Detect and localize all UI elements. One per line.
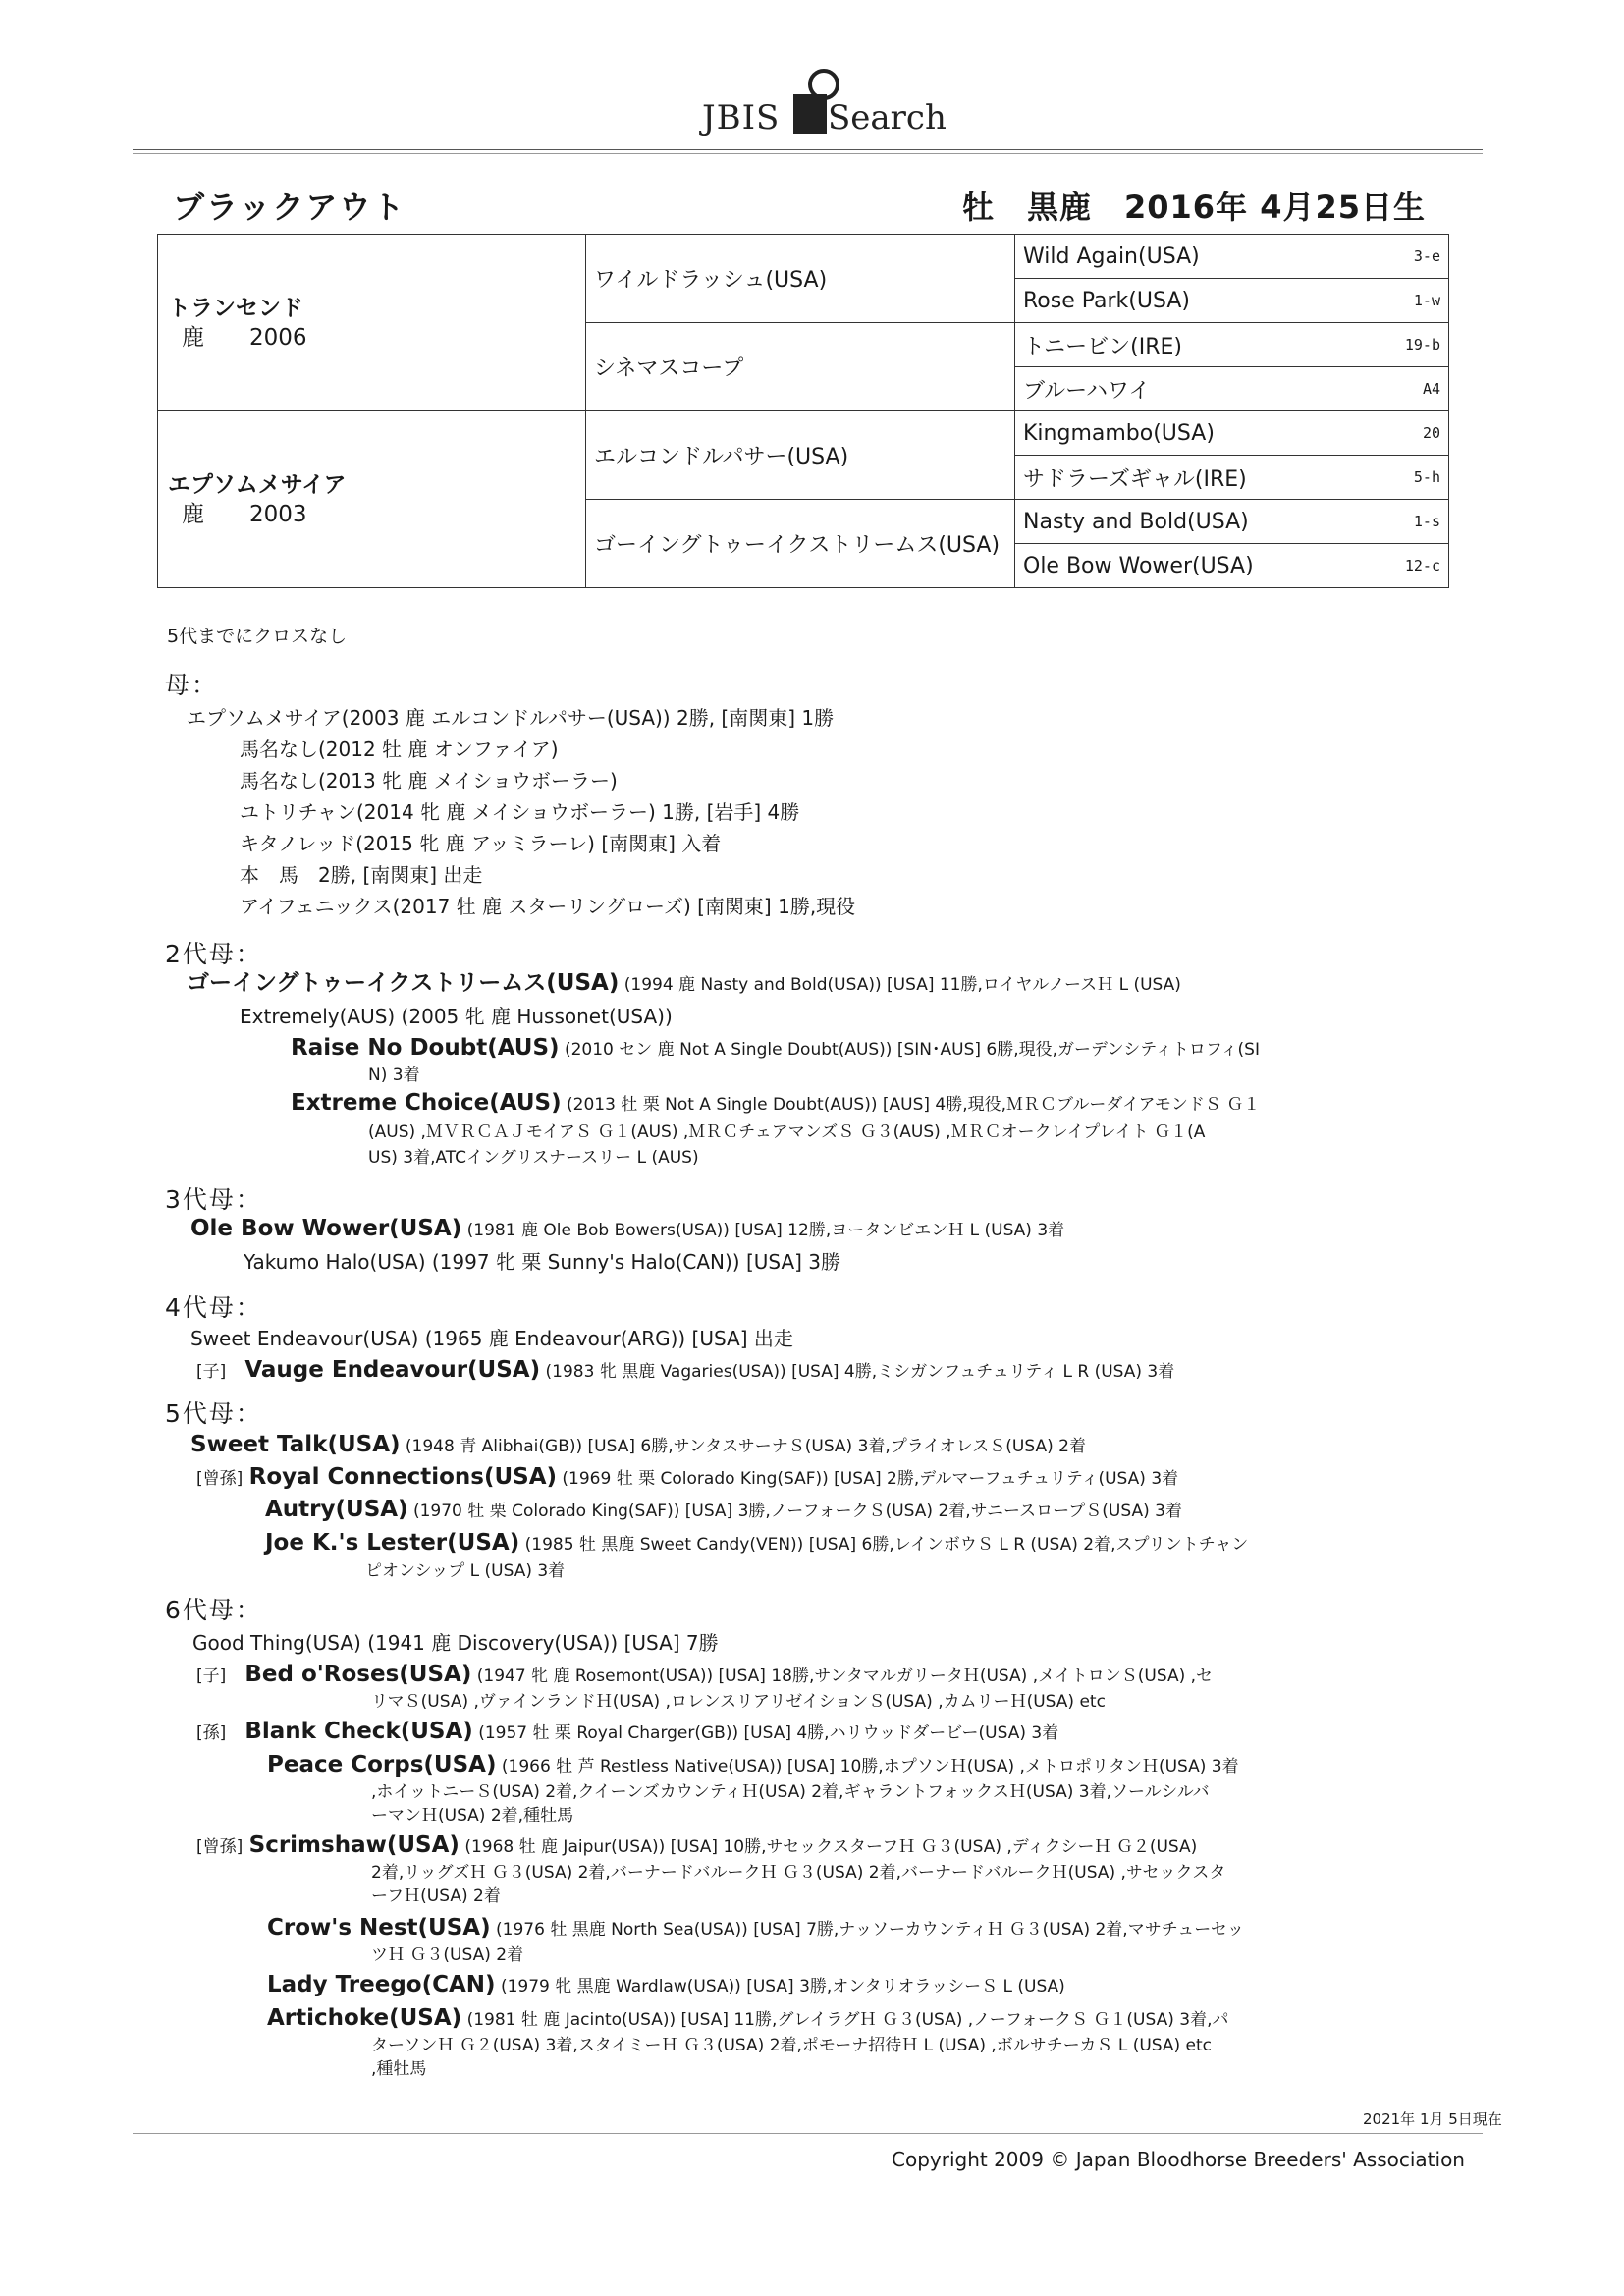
line-foal: ユトリチャン(2014 牝 鹿 メイショウボーラー) 1勝, [岩手] 4勝 — [240, 800, 800, 824]
logo-text-search: Search — [828, 98, 947, 137]
bold-name: Bed o'Roses(USA) — [244, 1662, 472, 1687]
section-6th-dam: 6代母： — [165, 1596, 262, 1624]
bold-name: ゴーイングトゥーイクストリームス(USA) — [187, 970, 620, 996]
g3-cell — [1015, 323, 1449, 367]
line-cont — [371, 2054, 426, 2082]
relation-tag: [孫] — [196, 1723, 227, 1743]
sire-name: トランセンド — [168, 295, 303, 321]
line-text: (1981 鹿 Ole Bob Bowers(USA)) [USA] 12勝,ヨータンビエンＨ L (USA) 3着 — [461, 1221, 1065, 1240]
line-cont — [368, 1061, 420, 1088]
g3-name: Wild Again(USA) — [1023, 244, 1200, 269]
line-text: N) 3着 — [368, 1066, 420, 1085]
relation-tag: [子] — [196, 1667, 227, 1686]
family-number: 1-w — [1413, 292, 1440, 309]
line-6th-desc — [267, 1752, 1239, 1779]
bold-name: Joe K.'s Lester(USA) — [265, 1530, 520, 1556]
line-text: (1981 牡 鹿 Jacinto(USA)) [USA] 11勝,グレイラグＨ Ｇ３(USA) ,ノーフォークＳ Ｇ１(USA) 3着,パ — [461, 2010, 1229, 2030]
line-cont — [371, 1687, 1106, 1715]
line-cont — [368, 1118, 1205, 1145]
family-number: 19-b — [1404, 336, 1440, 354]
horse-name: ブラックアウト — [173, 189, 406, 226]
line-foal: 馬名なし(2012 牡 鹿 オンファイア) — [240, 738, 559, 761]
bold-name: Sweet Talk(USA) — [190, 1432, 401, 1457]
line-text: (1983 牝 黒鹿 Vagaries(USA)) [USA] 4勝,ミシガンフュチュリティ L R (USA) 3着 — [540, 1362, 1175, 1382]
line-text: (1976 牡 黒鹿 North Sea(USA)) [USA] 7勝,ナッソーカウンティＨ Ｇ３(USA) 2着,マサチューセッ — [490, 1920, 1244, 1940]
line-text: (AUS) ,ＭＶＲＣＡＪモイアＳ Ｇ１(AUS) ,ＭＲＣチェアマンズＳ Ｇ３(AUS) ,ＭＲＣオークレイプレイト Ｇ１(A — [368, 1122, 1206, 1142]
line-cont — [371, 1941, 523, 1968]
g3-cell — [1015, 456, 1449, 500]
line-text: (1947 牝 鹿 Rosemont(USA)) [USA] 18勝,サンタマルガリータＨ(USA) ,メイトロンＳ(USA) ,セ — [471, 1667, 1214, 1686]
line-foal: キタノレッド(2015 牝 鹿 アッミラーレ) [南関東] 入着 — [240, 832, 722, 855]
line-6th-desc — [267, 2005, 1228, 2033]
line-foal: アイフェニックス(2017 牡 鹿 スターリングローズ) [南関東] 1勝,現役 — [240, 895, 856, 918]
line-6th-dam: Good Thing(USA) (1941 鹿 Discovery(USA)) [USA] 7勝 — [192, 1631, 719, 1655]
g3-cell — [1015, 500, 1449, 544]
line-cont — [368, 1143, 699, 1171]
line-text: (2013 牡 栗 Not A Single Doubt(AUS)) [AUS] 4勝,現役,ＭＲＣブルーダイアモンドＳ Ｇ１ — [561, 1095, 1261, 1115]
magnifier-icon — [808, 69, 839, 100]
section-3rd-dam: 3代母： — [165, 1185, 262, 1214]
dam-dam: ゴーイングトゥーイクストリームス(USA) — [586, 500, 1015, 588]
family-number: 12-c — [1404, 557, 1440, 574]
relation-tag: [曾孫] — [196, 1469, 244, 1489]
line-cont — [365, 1557, 565, 1584]
line-5th-desc — [265, 1530, 1248, 1558]
line-text: ーマンＨ(USA) 2着,種牡馬 — [371, 1806, 574, 1826]
section-dam: 母： — [165, 671, 219, 699]
line-3rd-dam — [190, 1216, 1064, 1243]
line-foal: Yakumo Halo(USA) (1997 牝 栗 Sunny's Halo(CAN)) [USA] 3勝 — [244, 1250, 841, 1274]
line-cont — [371, 2031, 1212, 2058]
g3-name: Ole Bow Wower(USA) — [1023, 553, 1254, 578]
line-text: ,ホイットニーＳ(USA) 2着,クイーンズカウンティＨ(USA) 2着,ギャラントフォックスＨ(USA) 3着,ソールシルバ — [371, 1782, 1210, 1802]
line-text: (1969 牡 栗 Colorado King(SAF)) [USA] 2勝,デルマーフュチュリティ(USA) 3着 — [557, 1469, 1179, 1489]
line-text: ツＨ Ｇ３(USA) 2着 — [371, 1945, 524, 1965]
line-text: リマＳ(USA) ,ヴァインランドＨ(USA) ,ロレンスリアリゼイションＳ(USA) ,カムリーＨ(USA) etc — [371, 1692, 1106, 1712]
line-5th-dam — [190, 1432, 1086, 1459]
line-text: (1948 青 Alibhai(GB)) [USA] 6勝,サンタスサーナＳ(USA) 3着,プライオレスＳ(USA) 2着 — [400, 1437, 1086, 1456]
bold-name: Vauge Endeavour(USA) — [244, 1357, 541, 1383]
line-foal: 馬名なし(2013 牝 鹿 メイショウボーラー) — [240, 769, 618, 793]
line-text: 2着,リッグズＨ Ｇ３(USA) 2着,バーナードバルークＨ Ｇ３(USA) 2着,バーナードバルークＨ(USA) ,サセックスタ — [371, 1863, 1226, 1883]
line-text: ,種牡馬 — [371, 2059, 427, 2079]
bold-name: Autry(USA) — [265, 1497, 408, 1522]
line-text: (1957 牡 栗 Royal Charger(GB)) [USA] 4勝,ハリウッドダービー(USA) 3着 — [472, 1723, 1059, 1743]
line-cont — [371, 1801, 573, 1829]
g3-cell — [1015, 367, 1449, 411]
line-4th-child — [196, 1357, 1174, 1385]
relation-tag: [子] — [196, 1362, 227, 1382]
dam-sire: エルコンドルパサー(USA) — [586, 411, 1015, 500]
line-cont — [371, 1882, 501, 1909]
sire-dam: シネマスコープ — [586, 323, 1015, 411]
line-text: ーフＨ(USA) 2着 — [371, 1886, 501, 1906]
bold-name: Crow's Nest(USA) — [267, 1915, 491, 1941]
bold-name: Scrimshaw(USA) — [248, 1832, 460, 1858]
bold-name: Raise No Doubt(AUS) — [291, 1035, 560, 1061]
line-text: (1979 牝 黒鹿 Wardlaw(USA)) [USA] 3勝,オンタリオラッシーＳ L (USA) — [495, 1977, 1065, 1996]
g3-cell — [1015, 544, 1449, 588]
g3-cell — [1015, 411, 1449, 456]
horse-info: 牡 黒鹿 2016年 4月25日生 — [962, 189, 1427, 226]
dam-detail: 鹿 2003 — [182, 501, 307, 527]
header-rule-2 — [133, 153, 1483, 154]
line-5th-desc — [196, 1464, 1178, 1492]
jbis-search-logo — [702, 86, 947, 141]
copyright: Copyright 2009 © Japan Bloodhorse Breeders' Association — [892, 2148, 1465, 2171]
g3-name: トニービン(IRE) — [1023, 334, 1182, 359]
bold-name: Artichoke(USA) — [267, 2005, 462, 2031]
g3-name: Kingmambo(USA) — [1023, 420, 1215, 446]
line-text: (2010 セン 鹿 Not A Single Doubt(AUS)) [SIN･AUS] 6勝,現役,ガーデンシティトロフィ(SI — [559, 1040, 1260, 1060]
g3-name: サドラーズギャル(IRE) — [1023, 466, 1247, 492]
family-number: 3-e — [1413, 247, 1440, 265]
sire-detail: 鹿 2006 — [182, 324, 307, 351]
line-text: (1970 牡 栗 Colorado King(SAF)) [USA] 3勝,ノーフォークＳ(USA) 2着,サニースロープＳ(USA) 3着 — [407, 1502, 1182, 1521]
cross-note: 5代までにクロスなし — [167, 626, 348, 647]
bold-name: Lady Treego(CAN) — [267, 1972, 496, 1997]
header-rule — [133, 149, 1483, 150]
line-text: (1966 牡 芦 Restless Native(USA)) [USA] 10勝,ホプソンＨ(USA) ,メトロポリタンＨ(USA) 3着 — [496, 1757, 1239, 1777]
section-4th-dam: 4代母： — [165, 1293, 262, 1322]
line-foal: Extremely(AUS) (2005 牝 鹿 Hussonet(USA)) — [240, 1005, 673, 1028]
family-number: 5-h — [1413, 468, 1440, 486]
line-4th-dam: Sweet Endeavour(USA) (1965 鹿 Endeavour(ARG)) [USA] 出走 — [190, 1327, 793, 1350]
line-6th-desc — [196, 1719, 1058, 1746]
sire-cell — [158, 235, 586, 411]
line-6th-desc — [196, 1832, 1197, 1860]
relation-tag: [曾孫] — [196, 1837, 244, 1857]
logo-box-icon — [793, 94, 827, 134]
g3-name: Rose Park(USA) — [1023, 288, 1190, 313]
line-grandfoal — [291, 1035, 1260, 1063]
g3-name: ブルーハワイ — [1023, 378, 1151, 404]
line-5th-desc — [265, 1497, 1182, 1524]
line-text: ターソンＨ Ｇ２(USA) 3着,スタイミーＨ Ｇ３(USA) 2着,ポモーナ招待Ｈ L (USA) ,ボルサチーカＳ L (USA) etc — [371, 2036, 1213, 2055]
section-5th-dam: 5代母： — [165, 1399, 262, 1428]
bold-name: Extreme Choice(AUS) — [291, 1090, 562, 1116]
line-grandfoal — [291, 1090, 1260, 1118]
line-text: (1985 牡 黒鹿 Sweet Candy(VEN)) [USA] 6勝,レインボウＳ L R (USA) 2着,スプリントチャン — [519, 1535, 1249, 1555]
g3-name: Nasty and Bold(USA) — [1023, 509, 1249, 534]
line-text: US) 3着,ATCイングリスナースリー L (AUS) — [368, 1148, 699, 1168]
line-text: (1968 牡 鹿 Jaipur(USA)) [USA] 10勝,サセックスターフＨ Ｇ３(USA) ,ディクシーＨ Ｇ２(USA) — [459, 1837, 1198, 1857]
line-6th-desc — [267, 1915, 1244, 1942]
pedigree-table — [157, 234, 1449, 588]
line-2nd-dam — [187, 970, 1181, 998]
dam-name: エプソムメサイア — [168, 471, 347, 498]
footer-rule — [133, 2133, 1483, 2134]
as-of-date: 2021年 1月 5日現在 — [1363, 2110, 1502, 2128]
family-number: A4 — [1422, 380, 1440, 398]
family-number: 20 — [1422, 424, 1440, 442]
line-6th-desc — [196, 1662, 1213, 1689]
family-number: 1-s — [1413, 513, 1440, 530]
section-2nd-dam: 2代母： — [165, 940, 262, 968]
bold-name: Peace Corps(USA) — [267, 1752, 497, 1777]
bold-name: Royal Connections(USA) — [248, 1464, 558, 1490]
bold-name: Ole Bow Wower(USA) — [190, 1216, 462, 1241]
line-text: ピオンシップ L (USA) 3着 — [365, 1561, 566, 1581]
bold-name: Blank Check(USA) — [244, 1719, 473, 1744]
g3-cell — [1015, 235, 1449, 279]
dam-cell — [158, 411, 586, 588]
line-text: (1994 鹿 Nasty and Bold(USA)) [USA] 11勝,ロイヤルノースＨ L (USA) — [619, 975, 1181, 995]
g3-cell — [1015, 279, 1449, 323]
logo-text-jbis: JBIS — [702, 98, 781, 137]
line-6th-desc — [267, 1972, 1065, 1999]
line-foal: 本 馬 2勝, [南関東] 出走 — [240, 863, 483, 887]
line-dam: エプソムメサイア(2003 鹿 エルコンドルパサー(USA)) 2勝, [南関東] 1勝 — [187, 706, 835, 730]
sire-sire: ワイルドラッシュ(USA) — [586, 235, 1015, 323]
